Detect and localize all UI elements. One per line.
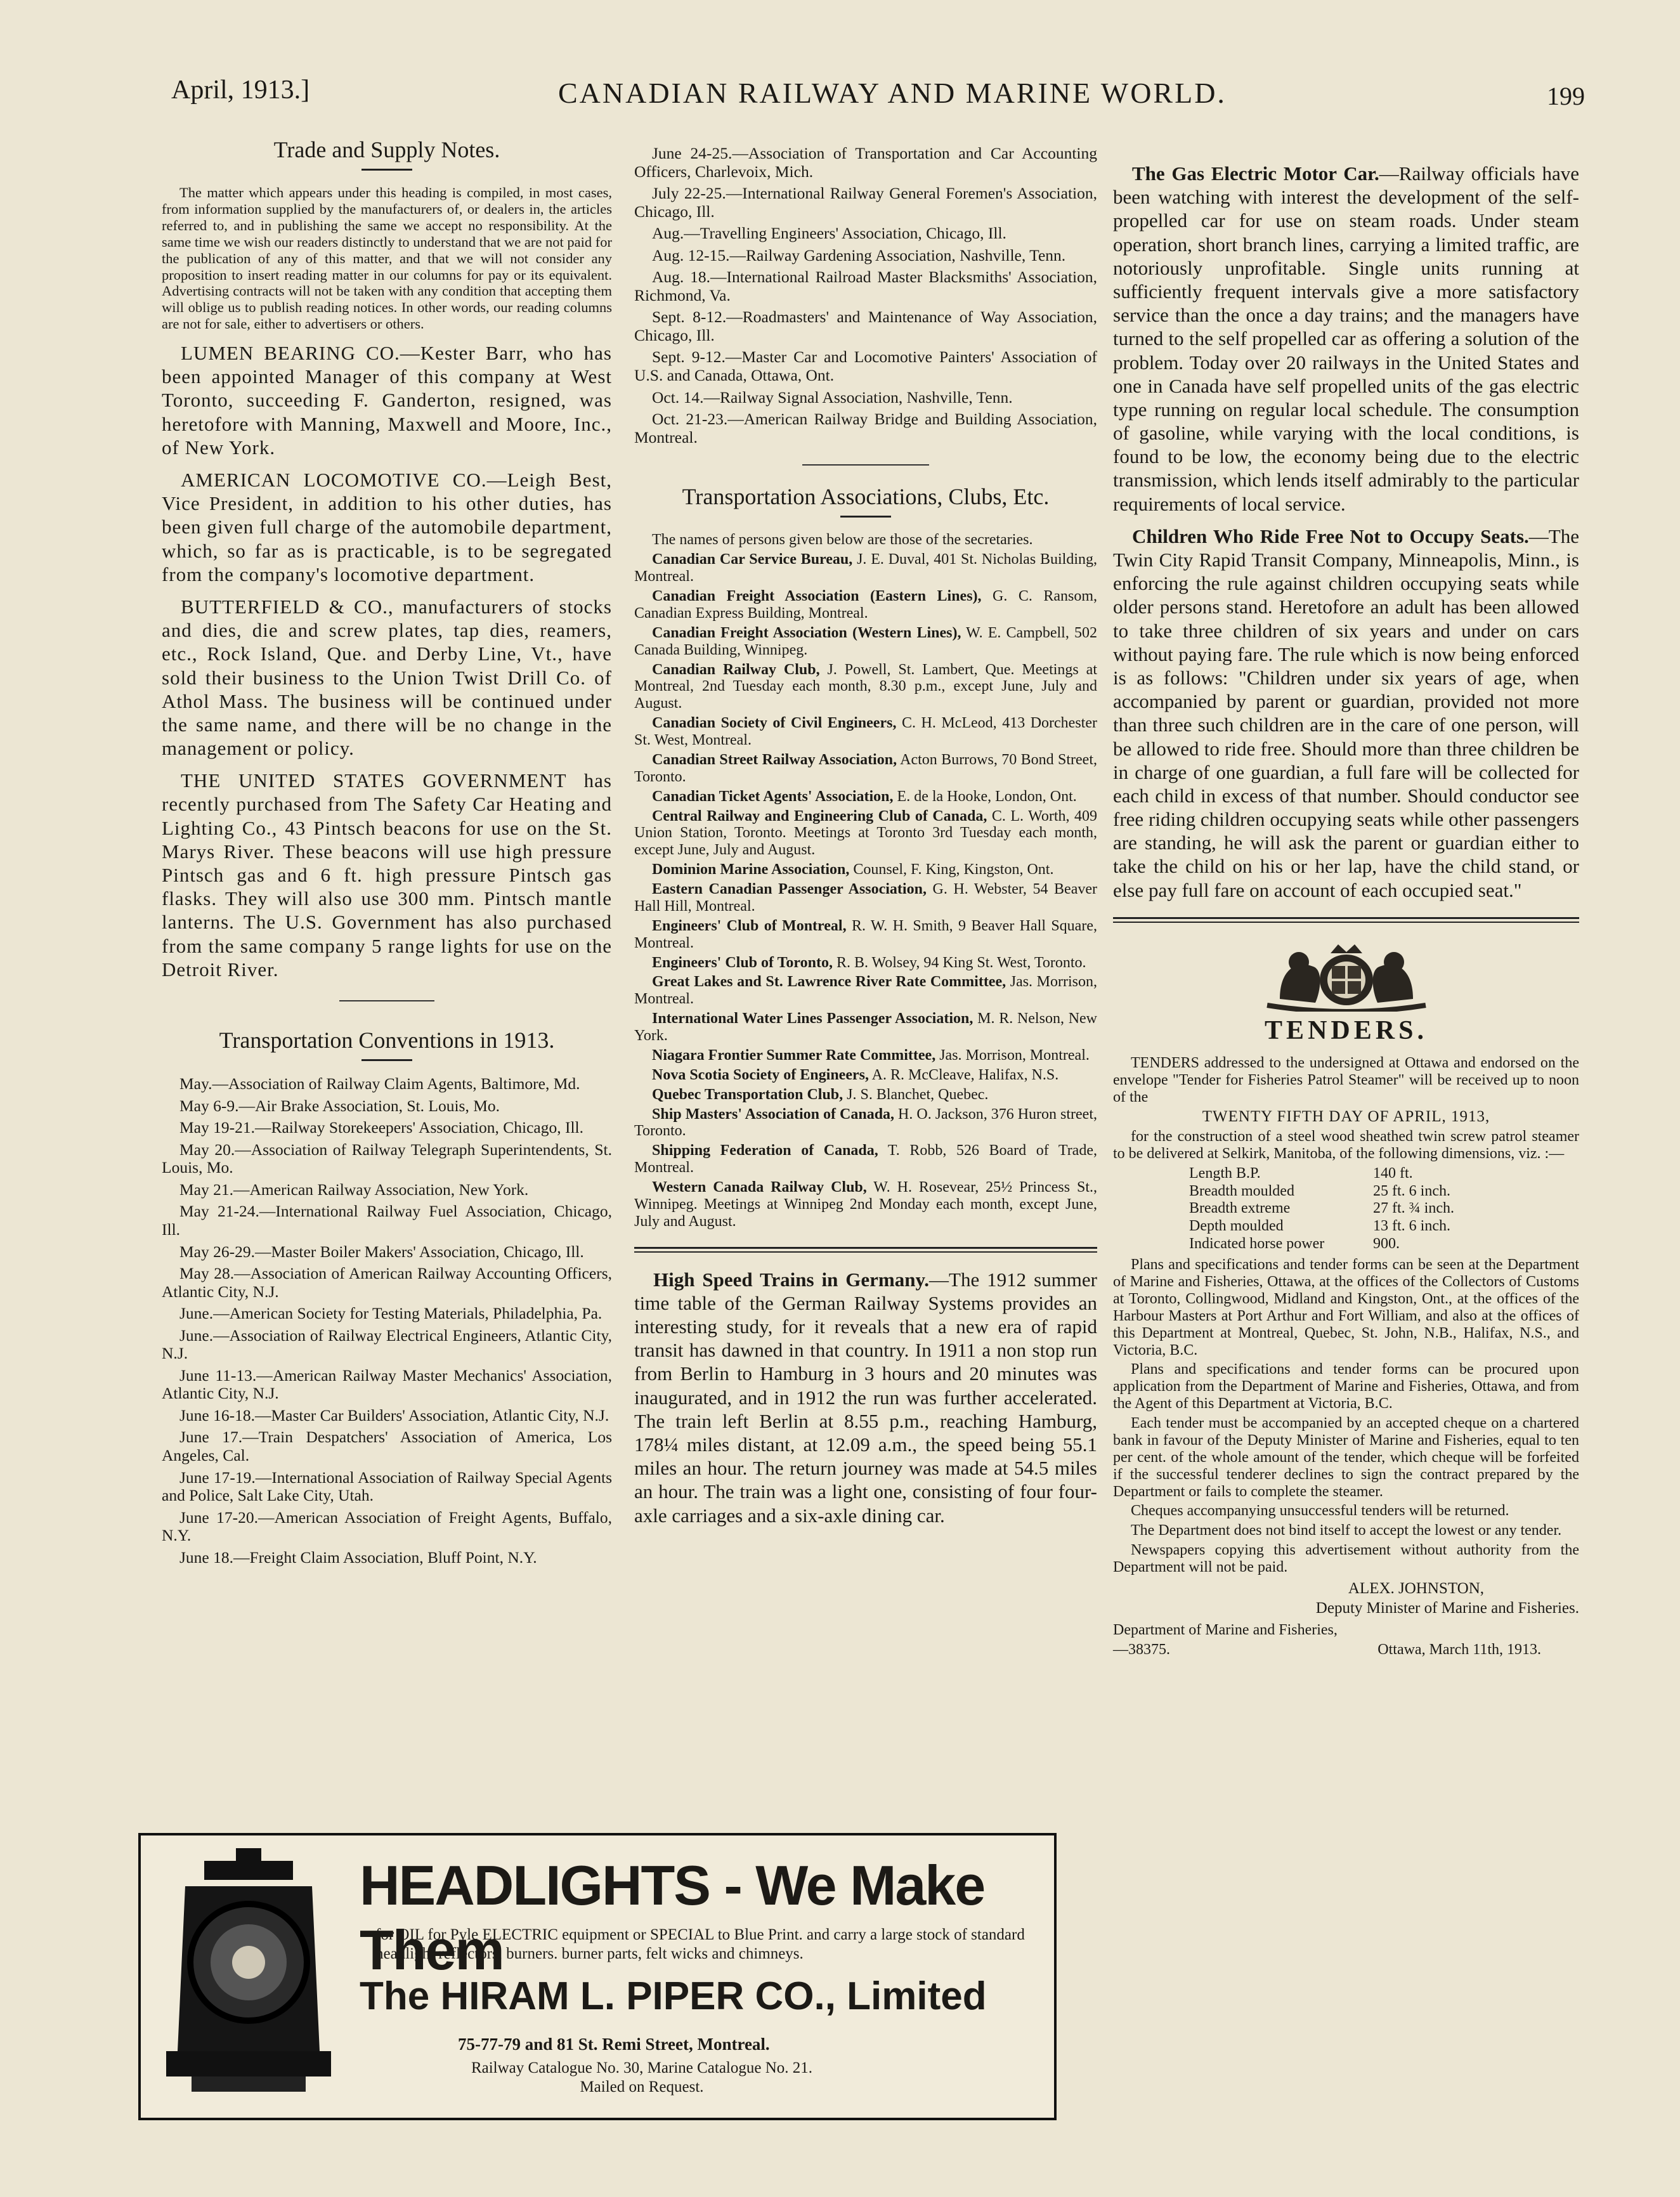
speed-trains-text: —The 1912 summer time table of the German Railway Systems provides an interesting study, for it reveals that a new era of rapid transit has dawned in that country. In 1911 a non stop run from Berlin to Hamburg in 3 hours and 20 minutes was inaugurated, and in 1912 the run was further accelerated. The train left Berlin at 8.55 p.m., reaching Hamburg, 178¼ miles distant, at 12.09 a.m., the speed being 55.1 miles an hour. The return journey was made at 54.5 miles an hour. The train was a light one, consisting of four four-axle carriages and a six-axle dining car. xyxy=(634,1268,1097,1527)
association-name: Canadian Ticket Agents' Association, xyxy=(652,788,894,805)
tenders-construction: for the construction of a steel wood sheathed twin screw patrol steamer to be delivered at Selkirk, Manitoba, of the following dimensions, viz. :— xyxy=(1113,1128,1579,1163)
tenders-newspapers: Newspapers copying this advertisement without authority from the Department will not be paid. xyxy=(1113,1542,1579,1576)
dimension-label: Breadth moulded xyxy=(1189,1182,1294,1199)
association-name: Central Railway and Engineering Club of Canada, xyxy=(652,807,987,825)
gas-car-text: —Railway officials have been watching with interest the development of the self-propelled car for use on steam roads. Under steam operation, short branch lines, carrying a limited traffic, are notoriously unprofitable. Single units running at sufficiently frequent intervals give a more satisfactory service than the once a day trains; and the managers have turned to the self propelled car as offering a solution of the problem. Today over 20 railways in the United States and one in Canada have self propelled units of the gas electric type running on regular local schedule. The consumption of gasoline, while varying with the local conditions, is found to be low, the economy being due to the electric transmission, which lends itself admirably to the particular requirements of local service. xyxy=(1113,162,1580,515)
ad-address: 75-77-79 and 81 St. Remi Street, Montreal. xyxy=(458,2035,770,2054)
association-entry xyxy=(634,662,1097,713)
association-entry xyxy=(634,588,1097,622)
issue-date: April, 1913.] xyxy=(171,75,310,105)
children-text: —The Twin City Rapid Transit Company, Minneapolis, Minn., is enforcing the rule against children occupying seats while older persons stand. Heretofore an adult has been allowed to take three children of six years and under on cars without paying fare. The rule which is now being enforced is as follows: "Children under six years of age, when accompanied by parent or guardian, provided not more than three such children are in the care of one person, will be allowed to ride free. Should more than three children be in charge of one guardian, a full fare will be collected for each child in excess of that number. Should conductor see free riding children occupying seats while other passengers are standing, he will ask the parent or guardian either to take the child on his or her lap, have the child stand, or else pay full fare on account of each occupied seat." xyxy=(1113,525,1579,901)
trade-intro: The matter which appears under this heading is compiled, in most cases, from information supplied by the manufacturers of, or dealers in, the articles referred to, and in publishing the same we accept no responsibility. At the same time we wish our readers distinctly to understand that we are not paid for the publication of any of this matter, and that we will not consider any proposition to insert reading matter in our columns for pay or its equivalent. Advertising contracts will not be taken with any condition that accepting them will oblige us to publish reading notices. In other words, our reading columns are not for sale, either to advertisers or others. xyxy=(162,185,612,332)
convention-item: June 17.—Train Despatchers' Association of America, Los Angeles, Cal. xyxy=(162,1428,612,1464)
association-name: Canadian Freight Association (Eastern Lines), xyxy=(652,588,982,605)
dimension-value: 140 ft. xyxy=(1373,1165,1413,1182)
column-left xyxy=(162,136,612,1570)
association-details: W. H. Rosevear, 25½ Princess St., Winnipeg. Meetings at Winnipeg 2nd Monday each month, except June, July and August. xyxy=(634,1179,1097,1230)
speed-trains-article xyxy=(634,1268,1097,1527)
dimension-row xyxy=(1189,1165,1579,1183)
section-rule xyxy=(339,1000,434,1001)
convention-item: May 20.—Association of Railway Telegraph Superintendents, St. Louis, Mo. xyxy=(162,1140,612,1177)
association-details: T. Robb, 526 Board of Trade, Montreal. xyxy=(634,1142,1097,1177)
association-entry xyxy=(634,808,1097,859)
convention-item: July 22-25.—International Railway General Foremen's Association, Chicago, Ill. xyxy=(634,184,1097,221)
association-name: Canadian Railway Club, xyxy=(652,661,820,678)
headlights-advertisement xyxy=(138,1833,1057,2120)
dimension-label: Length B.P. xyxy=(1189,1165,1261,1182)
association-details: Jas. Morrison, Montreal. xyxy=(634,974,1097,1008)
association-details: W. E. Campbell, 502 Canada Building, Winnipeg. xyxy=(634,624,1097,658)
association-name: Western Canada Railway Club, xyxy=(652,1179,867,1196)
association-details: J. Powell, St. Lambert, Que. Meetings at Montreal, 2nd Tuesday each month, 8.30 p.m., except June, July and August. xyxy=(634,661,1097,712)
place-and-date: Ottawa, March 11th, 1913. xyxy=(1377,1641,1541,1659)
association-entry xyxy=(634,752,1097,786)
conventions-list-part1 xyxy=(162,1075,612,1567)
dimensions-table xyxy=(1189,1165,1579,1253)
convention-item: May.—Association of Railway Claim Agents, Baltimore, Md. xyxy=(179,1074,580,1093)
dimension-row xyxy=(1189,1235,1579,1253)
signatory-title: Deputy Minister of Marine and Fisheries. xyxy=(1315,1600,1579,1617)
gas-car-title: The Gas Electric Motor Car. xyxy=(1132,162,1379,185)
association-name: Shipping Federation of Canada, xyxy=(652,1142,878,1159)
association-entry xyxy=(634,1067,1097,1084)
reference-number: —38375. xyxy=(1113,1641,1170,1659)
association-entry xyxy=(634,551,1097,585)
tenders-cheque: Each tender must be accompanied by an accepted cheque on a chartered bank in favour of the Deputy Minister of Marine and Fisheries, equal to ten per cent. of the whole amount of the tender, which cheque will be forfeited if the successful tenderer declines to sign the contract prepared by the Department or fails to complete the steamer. xyxy=(1113,1415,1579,1500)
trade-item-alco: AMERICAN LOCOMOTIVE CO.—Leigh Best, Vice President, in addition to his other duties, has been given full charge of the automobile department, which, so far as is practicable, is to be segregated from the company's locomotive department. xyxy=(162,469,612,585)
association-name: Quebec Transportation Club, xyxy=(652,1086,843,1103)
convention-item: Sept. 8-12.—Roadmasters' and Maintenance of Way Association, Chicago, Ill. xyxy=(634,308,1097,344)
association-entry xyxy=(634,625,1097,659)
convention-item: June 16-18.—Master Car Builders' Association, Atlantic City, N.J. xyxy=(179,1405,609,1424)
gas-car-article xyxy=(1113,162,1579,516)
convention-item: May 21-24.—International Railway Fuel Association, Chicago, Ill. xyxy=(162,1202,612,1239)
convention-item: Aug. 18.—International Railroad Master Blacksmiths' Association, Richmond, Va. xyxy=(634,268,1097,304)
association-name: Nova Scotia Society of Engineers, xyxy=(652,1066,869,1083)
dimension-label: Depth moulded xyxy=(1189,1217,1284,1234)
dimension-value: 25 ft. 6 inch. xyxy=(1373,1182,1450,1199)
convention-item: May 28.—Association of American Railway Accounting Officers, Atlantic City, N.J. xyxy=(162,1264,612,1301)
association-entry xyxy=(634,715,1097,749)
tenders-closing-day: TWENTY FIFTH DAY OF APRIL, 1913, xyxy=(1202,1108,1490,1126)
conventions-heading: Transportation Conventions in 1913. xyxy=(219,1027,555,1053)
dimension-label: Breadth extreme xyxy=(1189,1200,1291,1217)
double-rule xyxy=(634,1247,1097,1253)
tenders-intro: TENDERS addressed to the undersigned at Ottawa and endorsed on the envelope "Tender for Fisheries Patrol Steamer" will be received up to noon of the xyxy=(1113,1054,1579,1105)
association-name: Dominion Marine Association, xyxy=(652,861,850,878)
conventions-list-part2 xyxy=(634,145,1097,447)
association-details: J. S. Blanchet, Quebec. xyxy=(843,1086,989,1103)
dateline xyxy=(1113,1641,1579,1659)
children-title: Children Who Ride Free Not to Occupy Seats. xyxy=(1132,525,1529,547)
convention-item: Sept. 9-12.—Master Car and Locomotive Painters' Association of U.S. and Canada, Ottawa, Ont. xyxy=(634,348,1097,385)
association-details: R. W. H. Smith, 9 Beaver Hall Square, Montreal. xyxy=(634,917,1097,951)
convention-item: June 17-19.—International Association of Railway Special Agents and Police, Salt Lake City, Utah. xyxy=(162,1468,612,1505)
association-details: J. E. Duval, 401 St. Nicholas Building, Montreal. xyxy=(634,551,1097,585)
headlight-lamp-icon xyxy=(153,1848,344,2102)
ad-company-name: The HIRAM L. PIPER CO., Limited xyxy=(360,1974,987,2018)
convention-item: May 19-21.—Railway Storekeepers' Association, Chicago, Ill. xyxy=(179,1118,584,1137)
section-rule xyxy=(802,464,929,466)
publication-title: CANADIAN RAILWAY AND MARINE WORLD. xyxy=(558,77,1227,109)
convention-item: June 24-25.—Association of Transportation and Car Accounting Officers, Charlevoix, Mich. xyxy=(634,144,1097,181)
associations-list xyxy=(634,551,1097,1230)
association-name: International Water Lines Passenger Association, xyxy=(652,1010,973,1027)
convention-item: Aug.—Travelling Engineers' Association, Chicago, Ill. xyxy=(652,224,1006,243)
associations-heading: Transportation Associations, Clubs, Etc. xyxy=(682,484,1050,510)
tenders-procurement: Plans and specifications and tender forms can be procured upon application from the Department of Marine and Fisheries, Ottawa, and from the Agent of this Department at Victoria, B.C. xyxy=(1113,1361,1579,1412)
association-name: Canadian Freight Association (Western Lines), xyxy=(652,624,961,641)
association-name: Engineers' Club of Montreal, xyxy=(652,917,847,934)
associations-intro: The names of persons given below are those of the secretaries. xyxy=(652,531,1033,549)
association-details: R. B. Wolsey, 94 King St. West, Toronto. xyxy=(832,954,1086,971)
convention-item: May 6-9.—Air Brake Association, St. Louis, Mo. xyxy=(179,1096,500,1115)
tenders-heading: TENDERS. xyxy=(1265,1015,1428,1045)
ad-catalogue: Railway Catalogue No. 30, Marine Catalogue No. 21. Mailed on Request. xyxy=(471,2059,813,2096)
association-details: E. de la Hooke, London, Ont. xyxy=(893,788,1077,805)
dimension-value: 900. xyxy=(1373,1235,1400,1252)
short-rule xyxy=(840,516,891,518)
association-entry xyxy=(634,1142,1097,1177)
association-details: C. H. McLeod, 413 Dorchester St. West, Montreal. xyxy=(634,715,1097,749)
association-name: Niagara Frontier Summer Rate Committee, xyxy=(652,1046,936,1064)
double-rule xyxy=(1113,917,1579,923)
page-number: 199 xyxy=(1547,82,1585,110)
column-right xyxy=(1113,162,1579,1661)
dimension-row xyxy=(1189,1200,1579,1218)
association-name: Engineers' Club of Toronto, xyxy=(652,954,833,971)
association-entry xyxy=(634,1106,1097,1140)
association-entry xyxy=(634,1047,1097,1064)
speed-trains-title: High Speed Trains in Germany. xyxy=(653,1268,930,1291)
association-entry xyxy=(634,861,1097,878)
dimension-value: 27 ft. ¾ inch. xyxy=(1373,1200,1454,1217)
column-middle xyxy=(634,145,1097,1536)
dimension-row xyxy=(1189,1183,1579,1201)
association-entry xyxy=(634,1086,1097,1104)
association-entry xyxy=(634,788,1097,805)
signatory-name: ALEX. JOHNSTON, xyxy=(1348,1579,1484,1597)
department-line: Department of Marine and Fisheries, xyxy=(1113,1622,1338,1639)
dimension-label: Indicated horse power xyxy=(1189,1235,1325,1252)
association-name: Ship Masters' Association of Canada, xyxy=(652,1105,895,1123)
trade-item-butterfield: BUTTERFIELD & CO., manufacturers of stocks and dies, die and screw plates, tap dies, reamers, etc., Rock Island, Que. and Derby Line, Vt., have sold their business to the Union Twist Drill Co. of Athol Mass. The business will be continued under the same name, and there will be no change in the management or policy. xyxy=(162,595,612,760)
ad-description: for OIL for Pyle ELECTRIC equipment or SPECIAL to Blue Print. and carry a large stock of standard headlight reflectors, burners. burner parts, felt wicks and chimneys. xyxy=(375,1926,1025,1962)
signature-block xyxy=(1113,1579,1579,1619)
association-entry xyxy=(634,881,1097,915)
convention-item: Oct. 14.—Railway Signal Association, Nashville, Tenn. xyxy=(652,388,1013,407)
tenders-inspection: Plans and specifications and tender forms can be seen at the Department of Marine and Fisheries, Ottawa, at the offices of the Collectors of Customs at Toronto, Collingwood, Midland and Kingston, Ont., at the offices of the Harbour Masters at Port Arthur and Fort William, and also at the offices of this Department at Montreal, Quebec, St. John, N.B., Halifax, N.S., and Victoria, B.C. xyxy=(1113,1256,1579,1359)
ad-headline: HEADLIGHTS - We Make Them xyxy=(360,1854,985,1981)
convention-item: June 17-20.—American Association of Freight Agents, Buffalo, N.Y. xyxy=(162,1508,612,1545)
royal-coat-of-arms-icon xyxy=(1254,942,1438,1012)
association-name: Canadian Street Railway Association, xyxy=(652,751,897,768)
tenders-no-bind: The Department does not bind itself to accept the lowest or any tender. xyxy=(1131,1522,1562,1539)
convention-item: Oct. 21-23.—American Railway Bridge and Building Association, Montreal. xyxy=(634,410,1097,447)
association-entry xyxy=(634,1010,1097,1045)
association-details: G. H. Webster, 54 Beaver Hall Hill, Montreal. xyxy=(634,881,1097,915)
association-name: Eastern Canadian Passenger Association, xyxy=(652,881,927,898)
running-header xyxy=(171,75,1585,119)
short-rule xyxy=(361,169,412,171)
short-rule xyxy=(361,1059,412,1061)
convention-item: Aug. 12-15.—Railway Gardening Association, Nashville, Tenn. xyxy=(652,245,1066,264)
trade-item-us-government: THE UNITED STATES GOVERNMENT has recently purchased from The Safety Car Heating and Lighting Co., 43 Pintsch beacons for use on the St. Marys River. These beacons will use high pressure Pintsch gas and 6 ft. high pressure Pintsch gas flasks. They will also use 300 mm. Pintsch mantle lanterns. The U.S. Government has also purchased from the same company 5 range lights for use on the Detroit River. xyxy=(162,769,612,981)
convention-item: May 26-29.—Master Boiler Makers' Association, Chicago, Ill. xyxy=(179,1242,584,1261)
trade-heading: Trade and Supply Notes. xyxy=(273,137,500,162)
association-details: C. L. Worth, 409 Union Station, Toronto. Meetings at Toronto 3rd Tuesday each month, except June, July and August. xyxy=(634,807,1098,859)
association-details: H. O. Jackson, 376 Huron street, Toronto. xyxy=(634,1105,1097,1140)
dimension-value: 13 ft. 6 inch. xyxy=(1373,1217,1450,1234)
convention-item: June.—Association of Railway Electrical Engineers, Atlantic City, N.J. xyxy=(162,1326,612,1363)
convention-item: June 11-13.—American Railway Master Mechanics' Association, Atlantic City, N.J. xyxy=(162,1366,612,1403)
association-details: Jas. Morrison, Montreal. xyxy=(935,1046,1090,1064)
association-entry xyxy=(634,955,1097,972)
convention-item: June 18.—Freight Claim Association, Bluff Point, N.Y. xyxy=(179,1548,537,1567)
association-details: M. R. Nelson, New York. xyxy=(634,1010,1098,1045)
dimension-row xyxy=(1189,1218,1579,1235)
association-details: Acton Burrows, 70 Bond Street, Toronto. xyxy=(634,751,1097,785)
association-details: Counsel, F. King, Kingston, Ont. xyxy=(849,861,1054,878)
tenders-returned: Cheques accompanying unsuccessful tenders will be returned. xyxy=(1131,1503,1509,1520)
association-name: Canadian Car Service Bureau, xyxy=(652,551,853,568)
association-entry xyxy=(634,974,1097,1008)
trade-item-lumen: LUMEN BEARING CO.—Kester Barr, who has been appointed Manager of this company at West Toronto, succeeding F. Ganderton, resigned, was heretofore with Manning, Maxwell and Moore, Inc., of New York. xyxy=(162,342,612,459)
association-name: Canadian Society of Civil Engineers, xyxy=(652,715,897,732)
association-name: Great Lakes and St. Lawrence River Rate Committee, xyxy=(652,974,1006,991)
children-article xyxy=(1113,525,1579,902)
association-entry xyxy=(634,918,1097,952)
association-details: A. R. McCleave, Halifax, N.S. xyxy=(868,1066,1059,1083)
convention-item: May 21.—American Railway Association, New York. xyxy=(179,1180,529,1199)
convention-item: June.—American Society for Testing Materials, Philadelphia, Pa. xyxy=(179,1304,602,1323)
association-details: G. C. Ransom, Canadian Express Building, Montreal. xyxy=(634,588,1097,622)
association-entry xyxy=(634,1179,1097,1230)
